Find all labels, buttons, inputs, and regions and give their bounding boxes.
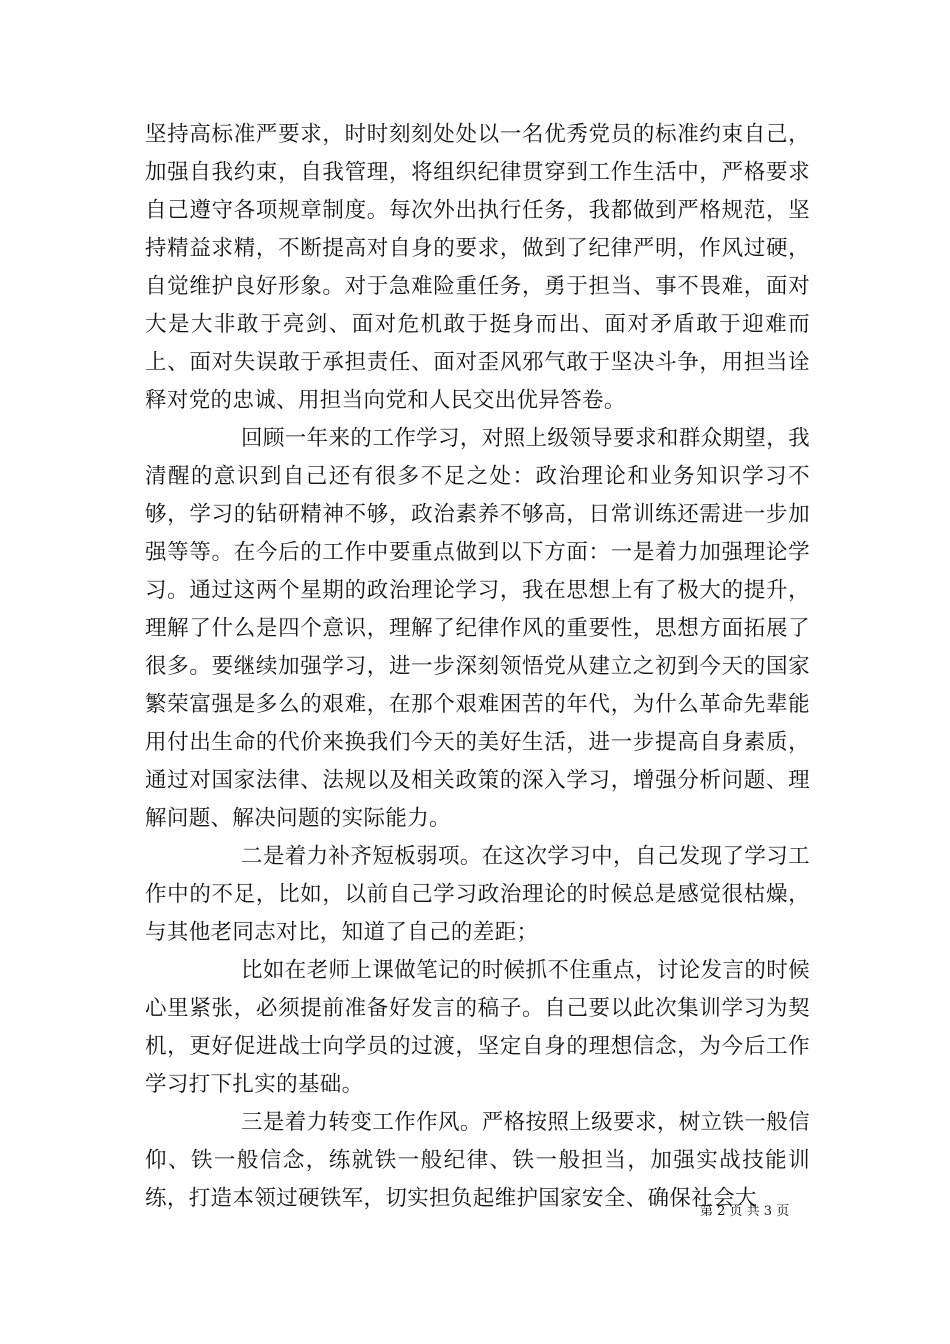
- document-body: [145, 116, 810, 1218]
- paragraph-2: 回顾一年来的工作学习，对照上级领导要求和群众期望，我清醒的意识到自己还有很多不足之处：政治理论和业务知识学习不够，学习的钻研精神不够，政治素养不够高，日常训练还需进一步加强等等。在今后的工作中要重点做到以下方面：一是着力加强理论学习。通过这两个星期的政治理论学习，我在思想上有了极大的提升，理解了什么是四个意识，理解了纪律作风的重要性，思想方面拓展了很多。要继续加强学习，进一步深刻领悟党从建立之初到今天的国家繁荣富强是多么的艰难，在那个艰难困苦的年代，为什么革命先辈能用付出生命的代价来换我们今天的美好生活，进一步提高自身素质，通过对国家法律、法规以及相关政策的深入学习，增强分析问题、理解问题、解决问题的实际能力。: [145, 426, 810, 831]
- paragraph-3: 二是着力补齐短板弱项。在这次学习中，自己发现了学习工作中的不足，比如，以前自己学习政治理论的时候总是感觉很枯燥，与其他老同志对比，知道了自己的差距；: [145, 844, 810, 945]
- paragraph-5: 三是着力转变工作作风。严格按照上级要求，树立铁一般信仰、铁一般信念，练就铁一般纪律、铁一般担当，加强实战技能训练，打造本领过硬铁军，切实担负起维护国家安全、确保社会大: [145, 1110, 810, 1211]
- paragraph-4: 比如在老师上课做笔记的时候抓不住重点，讨论发言的时候心里紧张，必须提前准备好发言的稿子。自己要以此次集训学习为契机，更好促进战士向学员的过渡，坚定自身的理想信念，为今后工作学习打下扎实的基础。: [145, 958, 810, 1097]
- page-footer: 第 2 页 共 3 页: [700, 1204, 790, 1219]
- paragraph-1: 坚持高标准严要求，时时刻刻处处以一名优秀党员的标准约束自己，加强自我约束，自我管理，将组织纪律贯穿到工作生活中，严格要求自己遵守各项规章制度。每次外出执行任务，我都做到严格规范，坚持精益求精，不断提高对自身的要求，做到了纪律严明，作风过硬，自觉维护良好形象。对于急难险重任务，勇于担当、事不畏难，面对大是大非敢于亮剑、面对危机敢于挺身而出、面对矛盾敢于迎难而上、面对失误敢于承担责任、面对歪风邪气敢于坚决斗争，用担当诠释对党的忠诚、用担当向党和人民交出优异答卷。: [145, 122, 810, 413]
